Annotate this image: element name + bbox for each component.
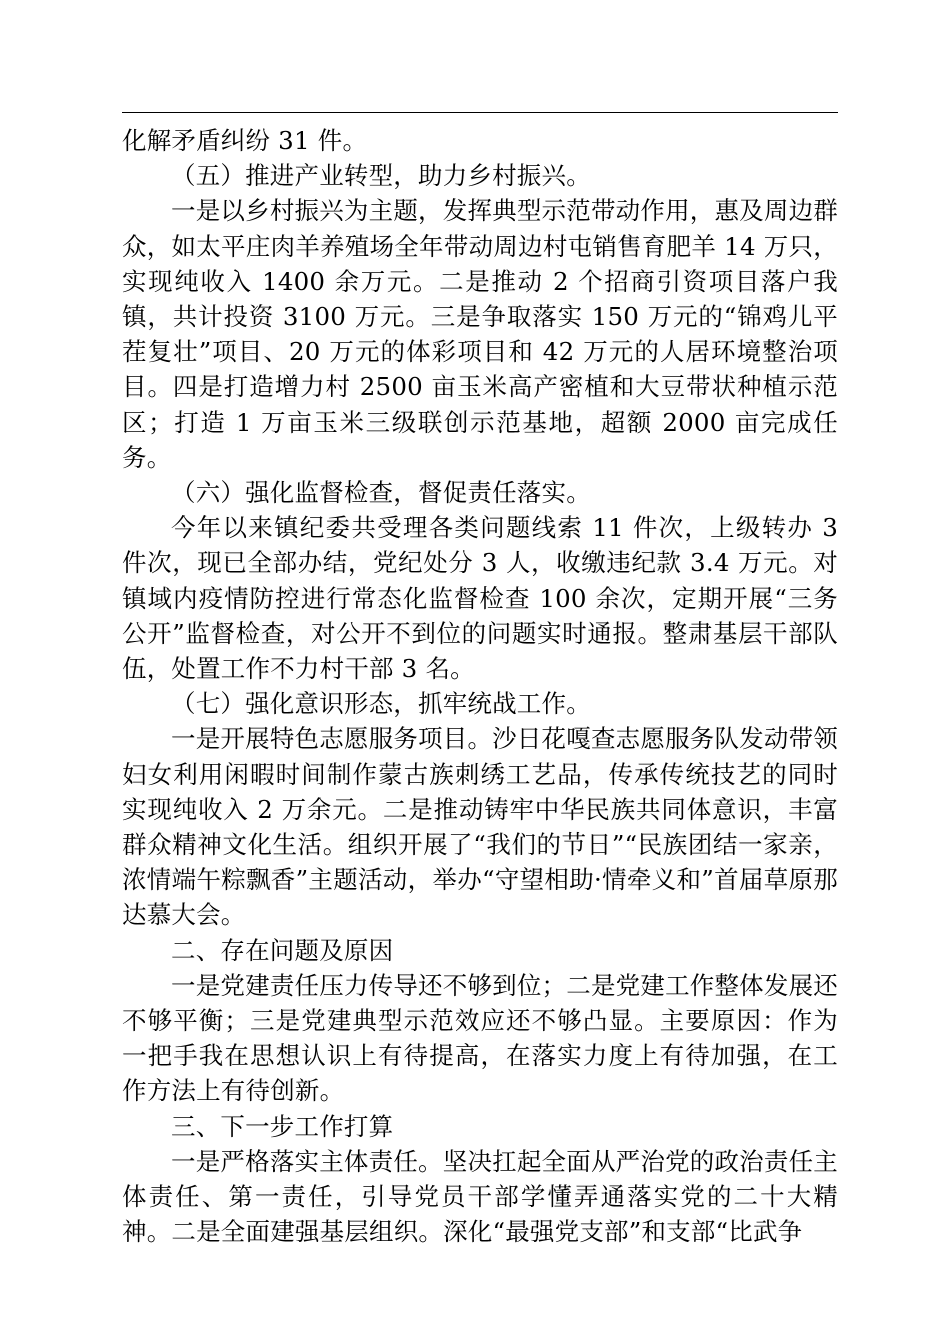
- part-heading-2: 二、存在问题及原因: [171, 935, 394, 965]
- paragraph-continuation: 化解矛盾纠纷 31 件。: [122, 126, 368, 155]
- part-heading-3: 三、下一步工作打算: [171, 1111, 394, 1141]
- document-page: [122, 112, 838, 1250]
- section-6-body: 今年以来镇纪委共受理各类问题线索 11 件次，上级转办 3 件次，现已全部办结，党纪处分 3 人，收缴违纪款 3.4 万元。对镇域内疫情防控进行常态化监督检查 100 余次，定期开展“三务公开”监督检查，对公开不到位的问题实时通报。整肃基层干部队伍，处置工作不力村干部 3 名。: [122, 513, 838, 684]
- section-heading-5: （五）推进产业转型，助力乡村振兴。: [171, 161, 591, 191]
- part-3-body: 一是严格落实主体责任。坚决扛起全面从严治党的政治责任主体责任、第一责任，引导党员干部学懂弄通落实党的二十大精神。二是全面建强基层组织。深化“最强党支部”和支部“比武争: [122, 1146, 838, 1247]
- part-2-body: 一是党建责任压力传导还不够到位；二是党建工作整体发展还不够平衡；三是党建典型示范效应还不够凸显。主要原因：作为一把手我在思想认识上有待提高，在落实力度上有待加强，在工作方法上有待创新。: [122, 970, 838, 1106]
- section-heading-6: （六）强化监督检查，督促责任落实。: [171, 478, 591, 508]
- section-heading-7: （七）强化意识形态，抓牢统战工作。: [171, 689, 591, 719]
- section-5-body: 一是以乡村振兴为主题，发挥典型示范带动作用，惠及周边群众，如太平庄肉羊养殖场全年带动周边村屯销售育肥羊 14 万只，实现纯收入 1400 余万元。二是推动 2 个招商引资项目落户我镇，共计投资 3100 万元。三是争取落实 150 万元的“锦鸡儿平茬复壮”项目、20 万元的体彩项目和 42 万元的人居环境整治项目。四是打造增力村 2500 亩玉米高产密植和大豆带状种植示范区；打造 1 万亩玉米三级联创示范基地，超额 2000 亩完成任务。: [122, 196, 838, 472]
- section-7-body: 一是开展特色志愿服务项目。沙日花嘎查志愿服务队发动带领妇女利用闲暇时间制作蒙古族刺绣工艺品，传承传统技艺的同时实现纯收入 2 万余元。二是推动铸牢中华民族共同体意识，丰富群众精神文化生活。组织开展了“我们的节日”“民族团结一家亲，浓情端午粽飘香”主题活动，举办“守望相助·情牵义和”首届草原那达慕大会。: [122, 724, 838, 930]
- header-rule: [122, 112, 838, 113]
